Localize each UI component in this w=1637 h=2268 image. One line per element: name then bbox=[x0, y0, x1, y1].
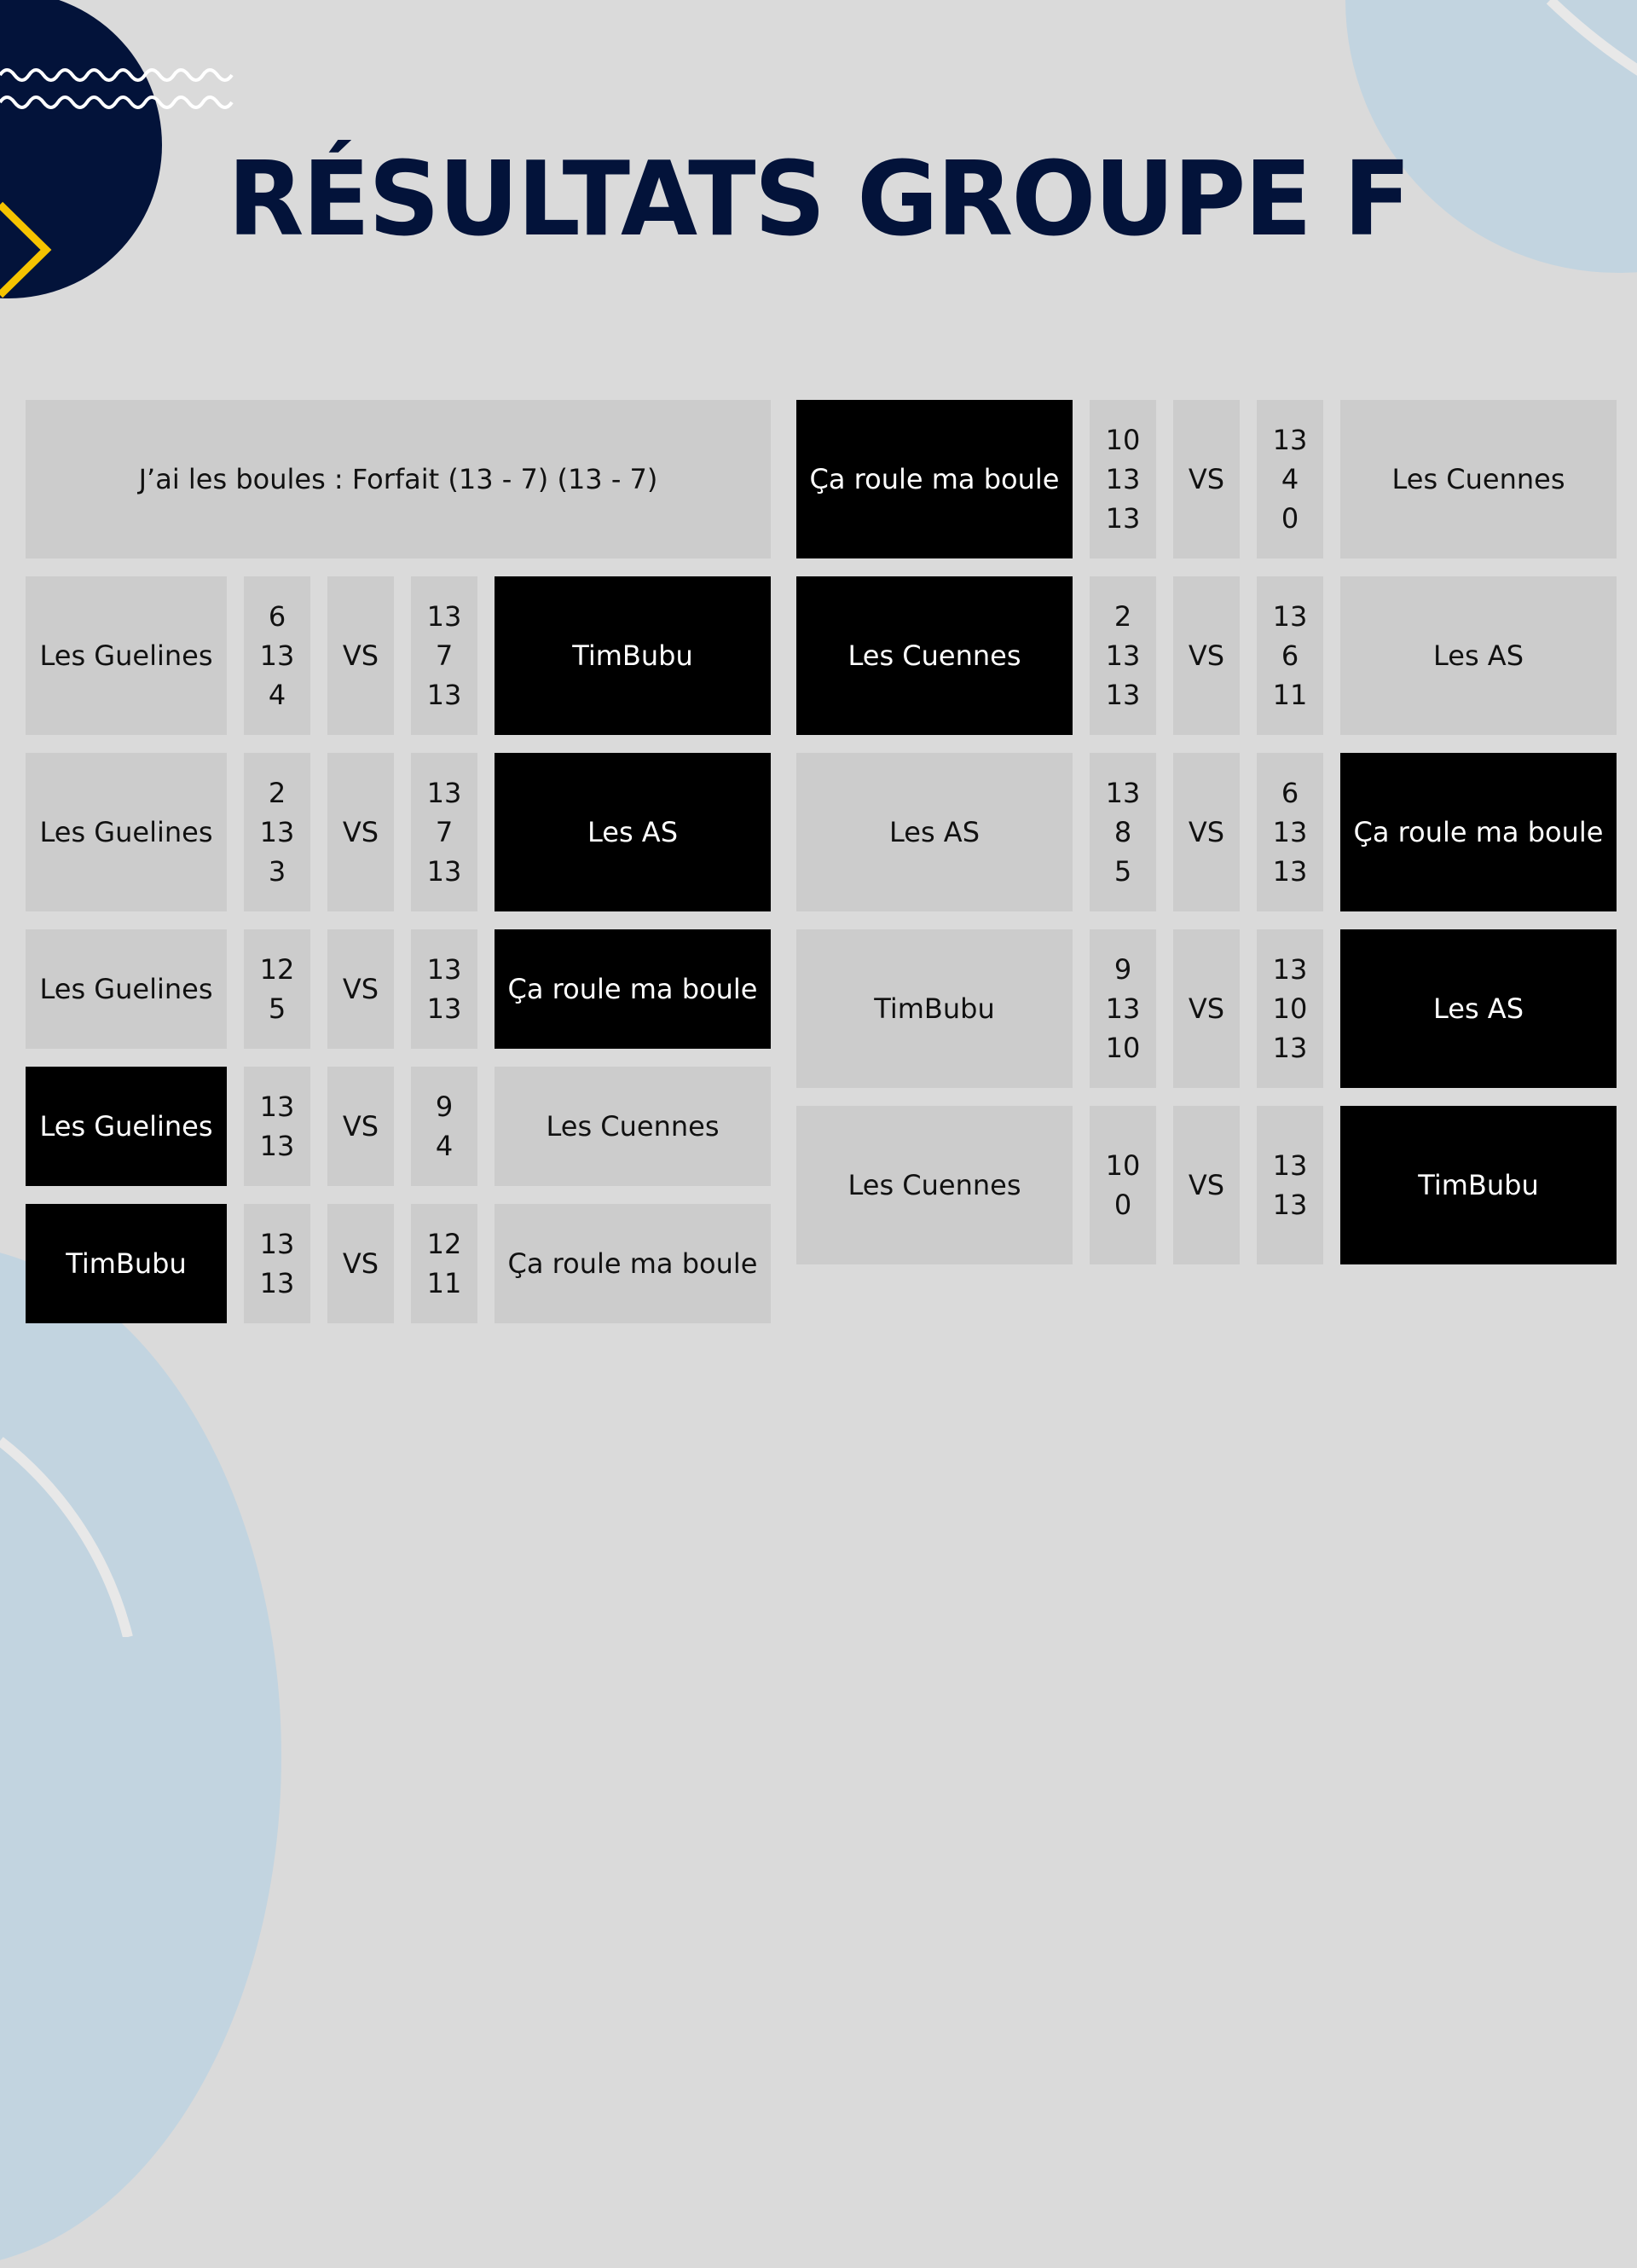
team-a-name: Les AS bbox=[796, 753, 1073, 911]
score-value: 13 bbox=[1272, 1189, 1308, 1221]
decor-arc-top-right bbox=[1550, 0, 1637, 75]
score-value: 6 bbox=[268, 600, 286, 633]
score-value: 12 bbox=[426, 1228, 462, 1260]
team-a-name: Les Cuennes bbox=[796, 576, 1073, 735]
team-a-name: Les Guelines bbox=[26, 753, 227, 911]
score-value: 4 bbox=[1281, 463, 1299, 495]
team-b-scores bbox=[411, 753, 477, 911]
team-a-name: Les Guelines bbox=[26, 929, 227, 1049]
score-value: 13 bbox=[1272, 1032, 1308, 1064]
score-value: 6 bbox=[1281, 777, 1299, 809]
score-value: 13 bbox=[1105, 679, 1141, 711]
forfeit-banner: J’ai les boules : Forfait (13 - 7) (13 - 7) bbox=[26, 400, 771, 558]
team-b-name: Ça roule ma boule bbox=[495, 929, 771, 1049]
team-b-scores bbox=[1257, 576, 1323, 735]
team-b-name: Ça roule ma boule bbox=[495, 1204, 771, 1323]
team-a-name: TimBubu bbox=[796, 929, 1073, 1088]
score-value: 10 bbox=[1272, 992, 1308, 1025]
vs-label: VS bbox=[327, 576, 394, 735]
score-value: 13 bbox=[1105, 639, 1141, 672]
team-b-scores bbox=[411, 576, 477, 735]
team-b-scores bbox=[1257, 753, 1323, 911]
vs-label: VS bbox=[327, 929, 394, 1049]
team-a-scores bbox=[1090, 1106, 1156, 1264]
team-b-name: Les Cuennes bbox=[495, 1067, 771, 1186]
score-value: 13 bbox=[259, 816, 295, 848]
team-a-name: Les Guelines bbox=[26, 576, 227, 735]
team-b-name: TimBubu bbox=[495, 576, 771, 735]
decor-wave-bottom bbox=[0, 97, 232, 107]
score-value: 8 bbox=[1114, 816, 1132, 848]
score-value: 10 bbox=[1105, 1149, 1141, 1182]
team-b-name: Les Cuennes bbox=[1340, 400, 1617, 558]
score-value: 13 bbox=[426, 992, 462, 1025]
score-value: 13 bbox=[259, 1267, 295, 1299]
team-a-scores bbox=[244, 753, 310, 911]
page-title: RÉSULTATS GROUPE F bbox=[227, 141, 1410, 259]
team-a-scores bbox=[1090, 400, 1156, 558]
score-value: 6 bbox=[1281, 639, 1299, 672]
score-value: 10 bbox=[1105, 424, 1141, 456]
score-value: 13 bbox=[1272, 816, 1308, 848]
score-value: 0 bbox=[1114, 1189, 1132, 1221]
team-b-scores bbox=[411, 1067, 477, 1186]
team-a-scores bbox=[244, 1067, 310, 1186]
score-value: 13 bbox=[1272, 1149, 1308, 1182]
score-value: 13 bbox=[259, 1130, 295, 1162]
score-value: 13 bbox=[1272, 600, 1308, 633]
score-value: 5 bbox=[1114, 855, 1132, 888]
team-b-name: TimBubu bbox=[1340, 1106, 1617, 1264]
team-a-scores bbox=[244, 576, 310, 735]
score-value: 11 bbox=[1272, 679, 1308, 711]
vs-label: VS bbox=[1173, 400, 1240, 558]
vs-label: VS bbox=[1173, 1106, 1240, 1264]
vs-label: VS bbox=[327, 1067, 394, 1186]
score-value: 13 bbox=[426, 600, 462, 633]
score-value: 13 bbox=[259, 1228, 295, 1260]
team-a-scores bbox=[1090, 929, 1156, 1088]
score-value: 13 bbox=[259, 1091, 295, 1123]
team-a-name: TimBubu bbox=[26, 1204, 227, 1323]
score-value: 13 bbox=[1105, 502, 1141, 535]
team-a-name: Les Guelines bbox=[26, 1067, 227, 1186]
team-a-name: Ça roule ma boule bbox=[796, 400, 1073, 558]
decor-arc-bottom-left bbox=[0, 1441, 128, 1637]
team-a-scores bbox=[1090, 753, 1156, 911]
team-a-scores bbox=[1090, 576, 1156, 735]
vs-label: VS bbox=[1173, 576, 1240, 735]
score-value: 0 bbox=[1281, 502, 1299, 535]
vs-label: VS bbox=[327, 1204, 394, 1323]
decor-wave-top bbox=[0, 70, 232, 80]
team-b-name: Ça roule ma boule bbox=[1340, 753, 1617, 911]
team-b-scores bbox=[1257, 929, 1323, 1088]
score-value: 3 bbox=[268, 855, 286, 888]
score-value: 13 bbox=[1272, 424, 1308, 456]
score-value: 13 bbox=[426, 679, 462, 711]
score-value: 13 bbox=[1272, 953, 1308, 986]
score-value: 11 bbox=[426, 1267, 462, 1299]
team-b-scores bbox=[1257, 400, 1323, 558]
team-b-scores bbox=[411, 1204, 477, 1323]
score-value: 7 bbox=[435, 639, 454, 672]
score-value: 10 bbox=[1105, 1032, 1141, 1064]
team-a-scores bbox=[244, 929, 310, 1049]
score-value: 2 bbox=[1114, 600, 1132, 633]
team-a-name: Les Cuennes bbox=[796, 1106, 1073, 1264]
team-b-scores bbox=[1257, 1106, 1323, 1264]
vs-label: VS bbox=[1173, 753, 1240, 911]
score-value: 7 bbox=[435, 816, 454, 848]
score-value: 12 bbox=[259, 953, 295, 986]
team-b-name: Les AS bbox=[1340, 576, 1617, 735]
team-b-scores bbox=[411, 929, 477, 1049]
score-value: 13 bbox=[426, 777, 462, 809]
team-b-name: Les AS bbox=[1340, 929, 1617, 1088]
score-value: 2 bbox=[268, 777, 286, 809]
score-value: 4 bbox=[435, 1130, 454, 1162]
score-value: 13 bbox=[426, 855, 462, 888]
score-value: 9 bbox=[1114, 953, 1132, 986]
vs-label: VS bbox=[327, 753, 394, 911]
score-value: 9 bbox=[435, 1091, 454, 1123]
score-value: 13 bbox=[1105, 777, 1141, 809]
score-value: 13 bbox=[1105, 992, 1141, 1025]
score-value: 13 bbox=[1105, 463, 1141, 495]
score-value: 13 bbox=[426, 953, 462, 986]
score-value: 5 bbox=[268, 992, 286, 1025]
team-a-scores bbox=[244, 1204, 310, 1323]
vs-label: VS bbox=[1173, 929, 1240, 1088]
score-value: 13 bbox=[1272, 855, 1308, 888]
team-b-name: Les AS bbox=[495, 753, 771, 911]
score-value: 13 bbox=[259, 639, 295, 672]
score-value: 4 bbox=[268, 679, 286, 711]
